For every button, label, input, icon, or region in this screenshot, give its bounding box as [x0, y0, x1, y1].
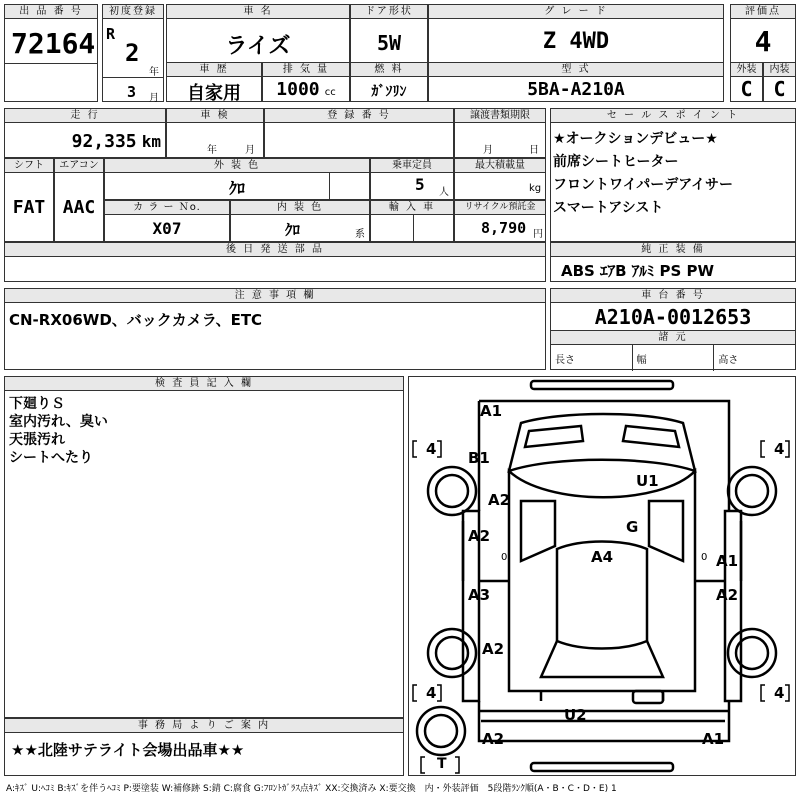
interior-color-unit: 系	[355, 229, 365, 240]
grade-box	[428, 4, 724, 64]
height-field: 高さ	[718, 355, 739, 366]
capacity-box	[370, 158, 454, 200]
damage-mark: A2	[468, 527, 491, 545]
inspector-label: 検 査 員 記 入 欄	[5, 377, 403, 391]
damage-mark: A2	[716, 586, 739, 604]
transfer-label: 譲渡書類期限	[455, 109, 545, 123]
car-name-label: 車 名	[167, 5, 349, 19]
interior-color: ｸﾛ	[285, 221, 301, 239]
load-unit: kg	[529, 183, 542, 194]
sales-point: ★オークションデビュー★	[553, 131, 718, 147]
chassis-box	[550, 288, 796, 370]
damage-mark: A3	[468, 586, 491, 604]
damage-mark: G	[626, 518, 639, 536]
dimensions-label: 諸 元	[551, 330, 795, 345]
inspection-label: 車 検	[167, 109, 263, 123]
car-outline-diagram	[409, 377, 795, 775]
year-unit: 年	[149, 67, 159, 78]
tire-depth: 4	[774, 440, 785, 458]
color: ｸﾛ	[228, 179, 245, 198]
later-parts-box	[4, 242, 546, 282]
car-name: ライズ	[225, 34, 291, 59]
first-registration-box	[102, 4, 164, 102]
reg-month: 3	[127, 83, 137, 101]
recycle-fee: 8,790	[481, 219, 527, 237]
displacement-unit: cc	[324, 87, 336, 98]
tire-depth: 4	[426, 684, 437, 702]
capacity-label: 乗車定員	[371, 159, 453, 173]
color-box	[104, 158, 370, 200]
first-registration-label: 初度登録	[103, 5, 163, 19]
car-name-box	[166, 4, 350, 64]
exterior-label: 外装	[731, 63, 762, 77]
ac-label: エアコン	[55, 159, 103, 173]
spare-tire: T	[437, 756, 447, 772]
transfer-month: 月	[483, 145, 493, 156]
recycle-unit: 円	[533, 229, 543, 240]
office-notice: ★★北陸サテライト会場出品車★★	[11, 741, 245, 759]
inspection-box	[166, 108, 264, 158]
transfer-day: 日	[529, 145, 539, 156]
interior-grade-box	[763, 62, 796, 102]
history-label: 車 歴	[167, 63, 261, 77]
colorno-box	[104, 200, 230, 242]
damage-mark: A2	[488, 491, 511, 509]
notes-label: 注 意 事 項 欄	[5, 289, 545, 303]
exterior-grade-box	[730, 62, 763, 102]
sales-point: フロントワイパーデアイサー	[553, 177, 734, 193]
inspector-note: 室内汚れ、臭い	[9, 414, 108, 430]
inspector-note: 下廻りＳ	[9, 396, 65, 412]
zero-mark: 0	[701, 552, 708, 563]
reg-year: 2	[125, 39, 140, 67]
shift-label: シフト	[5, 159, 53, 173]
office-box	[4, 718, 404, 776]
score-box	[730, 4, 796, 64]
notes-box	[4, 288, 546, 370]
damage-mark: B1	[468, 449, 490, 467]
chassis-number: A210A-0012653	[594, 305, 752, 329]
fuel: ｶﾞｿﾘﾝ	[371, 84, 407, 100]
legend: A:ｷｽﾞ U:ﾍｺﾐ B:ｷｽﾞを伴うﾍｺﾐ P:要塗装 W:補修跡 S:錆 C:腐食 G:ﾌﾛﾝﾄｶﾞﾗｽ点ｷｽﾞ XX:交換済み X:要交換 内・外装評価 5段階ﾗﾝｸ順(A・B・C・D・E) 1	[6, 784, 617, 794]
damage-mark: A4	[591, 548, 614, 566]
later-parts-label: 後 日 発 送 部 品	[5, 243, 545, 257]
door-type: 5W	[376, 31, 402, 55]
fuel-box	[350, 62, 428, 102]
zero-mark: 0	[501, 552, 508, 563]
color-label: 外 装 色	[105, 159, 369, 173]
displacement: 1000	[276, 79, 320, 100]
capacity: 5	[415, 175, 425, 194]
interior-grade: C	[773, 77, 786, 101]
equipment: ABS ｴｱB ｱﾙﾐ PS PW	[561, 262, 715, 280]
equipment-label: 純 正 装 備	[551, 243, 795, 257]
door-box	[350, 4, 428, 64]
load-label: 最大積載量	[455, 159, 545, 173]
load-box	[454, 158, 546, 200]
sales-points-box	[550, 108, 796, 242]
displacement-label: 排 気 量	[263, 63, 349, 77]
grade-label: グ レ ー ド	[429, 5, 723, 19]
damage-mark: A1	[702, 730, 725, 748]
lot-box	[4, 4, 98, 102]
inspection-month-unit: 月	[245, 145, 255, 156]
equipment-box	[550, 242, 796, 282]
damage-mark: A2	[482, 640, 505, 658]
recycle-box	[454, 200, 546, 242]
damage-mark: U1	[636, 472, 659, 490]
lot-number: 72164	[11, 27, 96, 60]
score: 4	[754, 25, 772, 58]
length-field: 長さ	[551, 345, 633, 371]
interior-color-label: 内 装 色	[231, 201, 369, 215]
history: 自家用	[187, 83, 241, 104]
transfer-box	[454, 108, 546, 158]
damage-mark: A1	[716, 552, 739, 570]
sales-points-label: セ ー ル ス ポ イ ン ト	[551, 109, 795, 123]
tire-depth: 4	[426, 440, 437, 458]
mileage-unit: km	[141, 132, 161, 151]
damage-mark: A1	[480, 402, 503, 420]
colorno-label: カ ラ ー Ｎo.	[105, 201, 229, 215]
damage-mark: U2	[564, 706, 587, 724]
lot-label: 出 品 番 号	[5, 5, 97, 19]
plate-box	[264, 108, 454, 158]
sales-point: 前席シートヒーター	[553, 154, 679, 170]
colorno: X07	[152, 219, 182, 238]
reg-era: R	[106, 25, 116, 43]
model: 5BA-A210A	[527, 79, 625, 100]
mileage-label: 走 行	[5, 109, 165, 123]
plate-label: 登 録 番 号	[265, 109, 453, 123]
width-field: 幅	[633, 345, 715, 371]
score-label: 評価点	[731, 5, 795, 19]
import-label: 輸 入 車	[371, 201, 453, 215]
shift-box	[4, 158, 54, 242]
model-box	[428, 62, 724, 102]
month-unit: 月	[149, 93, 159, 104]
inspector-note: 天張汚れ	[9, 432, 65, 448]
displacement-box	[262, 62, 350, 102]
door-label: ドア形状	[351, 5, 427, 19]
notes: CN-RX06WD、バックカメラ、ETC	[9, 311, 263, 329]
interior-label: 内装	[764, 63, 795, 77]
import-box	[370, 200, 454, 242]
inspector-box	[4, 376, 404, 718]
inspection-year-unit: 年	[207, 145, 217, 156]
mileage: 92,335	[71, 131, 137, 152]
inspector-note: シートへたり	[9, 450, 93, 466]
sales-point: スマートアシスト	[553, 200, 664, 216]
history-box	[166, 62, 262, 102]
damage-diagram	[408, 376, 796, 776]
capacity-unit: 人	[439, 187, 449, 198]
mileage-box	[4, 108, 166, 158]
recycle-label: リサイクル預託金	[455, 201, 545, 215]
chassis-label: 車 台 番 号	[551, 289, 795, 303]
ac-box	[54, 158, 104, 242]
office-label: 事 務 局 よ り ご 案 内	[5, 719, 403, 733]
model-label: 型 式	[429, 63, 723, 77]
fuel-label: 燃 料	[351, 63, 427, 77]
exterior-grade: C	[740, 77, 753, 101]
grade: Z 4WD	[542, 29, 610, 54]
shift: FAT	[12, 197, 46, 218]
interior-color-box	[230, 200, 370, 242]
ac: AAC	[62, 197, 96, 218]
tire-depth: 4	[774, 684, 785, 702]
damage-mark: A2	[482, 730, 505, 748]
